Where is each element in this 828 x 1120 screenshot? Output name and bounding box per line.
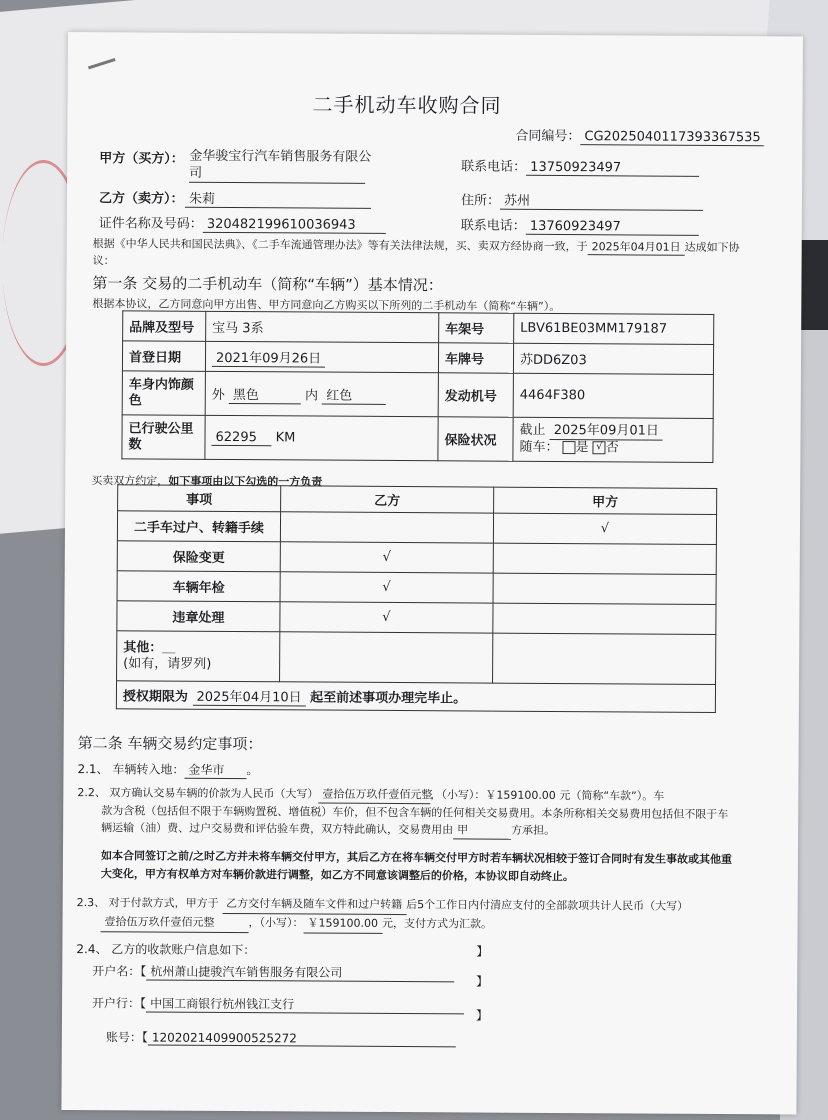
reg-date-value: 2021年09月26日 xyxy=(205,341,438,372)
col-item: 事项 xyxy=(118,485,281,512)
table-row: 违章处理 √ xyxy=(117,601,716,635)
table-row: 保险变更 √ xyxy=(117,541,716,575)
party-b-id: 证件名称及号码： 320482199610036943 xyxy=(99,212,386,234)
bracket-close-3: 】 xyxy=(475,1008,489,1023)
plate-value: 苏DD6Z03 xyxy=(513,343,713,374)
table-row: 车辆年检 √ xyxy=(117,571,716,605)
preamble: 根据《中华人民共和国民法典》、《二手车流通管理办法》等有关法律法规，买、卖双方经协商一致，于 2025年04月01日 达成如下协 xyxy=(92,237,740,255)
col-party-a: 甲方 xyxy=(494,487,717,514)
brand-value: 宝马 3系 xyxy=(206,311,439,342)
color-value: 外 黑色 内 红色 xyxy=(205,371,438,416)
insurance-label: 保险状况 xyxy=(438,417,513,461)
reg-date-label: 首登日期 xyxy=(122,341,205,372)
vin-value: LBV61BE03MM179187 xyxy=(514,313,714,344)
article-1-heading: 第一条 交易的二手机动车（简称“车辆”）基本情况： xyxy=(92,274,443,295)
account-name-row: 开户名：【 杭州萧山捷骏汽车销售服务有限公司 xyxy=(92,962,454,982)
party-a-name: 金华骏宝行汽车销售服务有限公 司 xyxy=(189,148,371,184)
bracket-close-1: 】 xyxy=(476,944,489,959)
party-b-address: 住所： 苏州 xyxy=(461,189,703,210)
insurance-value: 截止 2025年09月01日 随车： 是 √ 否 xyxy=(513,417,713,462)
party-b-label: 乙方（卖方）： xyxy=(98,191,184,207)
clause-2-2: 2.2、 双方确认交易车辆的价款为人民币（大写） 壹拾伍万玖仟壹佰元整，（小写）：￥159100.00 元（简称“车款”）。车 款为含税（包括但不限于车辆购置税、增值税）车价，但不包含车辆的任何相关交易费用。本条所称相关交易费用包括但不限于车 辆运输（油）费、过户交易费和评估验车费，双方特此确认，交易费用由 甲 方承担。 xyxy=(77,784,728,841)
party-b-phone: 联系电话： 13760923497 xyxy=(461,214,699,235)
vehicle-info-table xyxy=(121,310,714,463)
staple-mark xyxy=(88,58,116,69)
color-label: 车身内饰颜色 xyxy=(122,371,205,416)
other-row: 其他：＿ (如有，请罗列) xyxy=(117,631,716,685)
article-1-intro: 根据本协议，乙方同意向甲方出售、甲方同意向乙方购买以下所列的二手机动车（简称“车辆”）。 xyxy=(92,297,561,314)
clause-2-4: 2.4、 乙方的收款账户信息如下： xyxy=(76,942,256,958)
yes-checkbox[interactable] xyxy=(563,441,576,454)
table-row: 二手车过户、转籍手续 √ xyxy=(117,511,716,545)
party-a-label: 甲方（买方）： xyxy=(99,151,184,167)
mileage-value: 62295 KM xyxy=(205,415,438,460)
clause-2-3: 2.3、 对于付款方式，甲方于 乙方交付车辆及随车文件和过户转籍 后5个工作日内付清应支付的全部款项共计人民币（大写） 壹拾伍万玖仟壹佰元整 ，（小写）： ￥159100.00 元，支付方式为汇款。 xyxy=(77,894,689,936)
engine-value: 4464F380 xyxy=(513,373,713,418)
contract-page xyxy=(61,32,803,1114)
preamble-line2: 议： xyxy=(92,254,115,268)
deadline-row: 授权期限为 2025年04月10日 起至前述事项办理完毕止。 xyxy=(116,681,715,713)
party-b-name: 朱莉 xyxy=(185,188,371,209)
brand-label: 品牌及型号 xyxy=(123,311,206,342)
contract-title: 二手机动车收购合同 xyxy=(312,92,502,118)
agreement-intro: 买卖双方约定，如下事项由以下勾选的一方负责 xyxy=(91,474,323,489)
party-a-phone: 联系电话： 13750923497 xyxy=(461,155,699,176)
col-party-b: 乙方 xyxy=(281,486,494,513)
vin-label: 车架号 xyxy=(439,313,514,343)
engine-label: 发动机号 xyxy=(438,373,513,417)
bold-clause: 如本合同签订之前/之时乙方并未将车辆交付甲方，其后乙方在将车辆交付甲方时若车辆状况相较于签订合同时有发生事故或其他重 大变化，甲方有权单方对车辆价款进行调整，如乙方不同意该调整后的价格，本协议即自动终止。 xyxy=(100,849,733,884)
article-2-heading: 第二条 车辆交易约定事项： xyxy=(77,734,263,754)
responsibility-table xyxy=(116,484,717,713)
no-checkbox[interactable]: √ xyxy=(593,441,606,454)
bank-row: 开户行：【 中国工商银行杭州钱江支行 xyxy=(92,994,464,1014)
clause-2-1: 2.1、 车辆转入地： 金华市 。 xyxy=(77,762,259,778)
account-no-row: 账号：【 1202021409900525272 xyxy=(106,1028,456,1047)
mileage-label: 已行驶公里数 xyxy=(122,415,205,460)
contract-number: 合同编号： CG2025040117393367535 xyxy=(515,125,764,147)
plate-label: 车牌号 xyxy=(438,343,513,373)
bracket-close-2: 】 xyxy=(476,974,489,989)
